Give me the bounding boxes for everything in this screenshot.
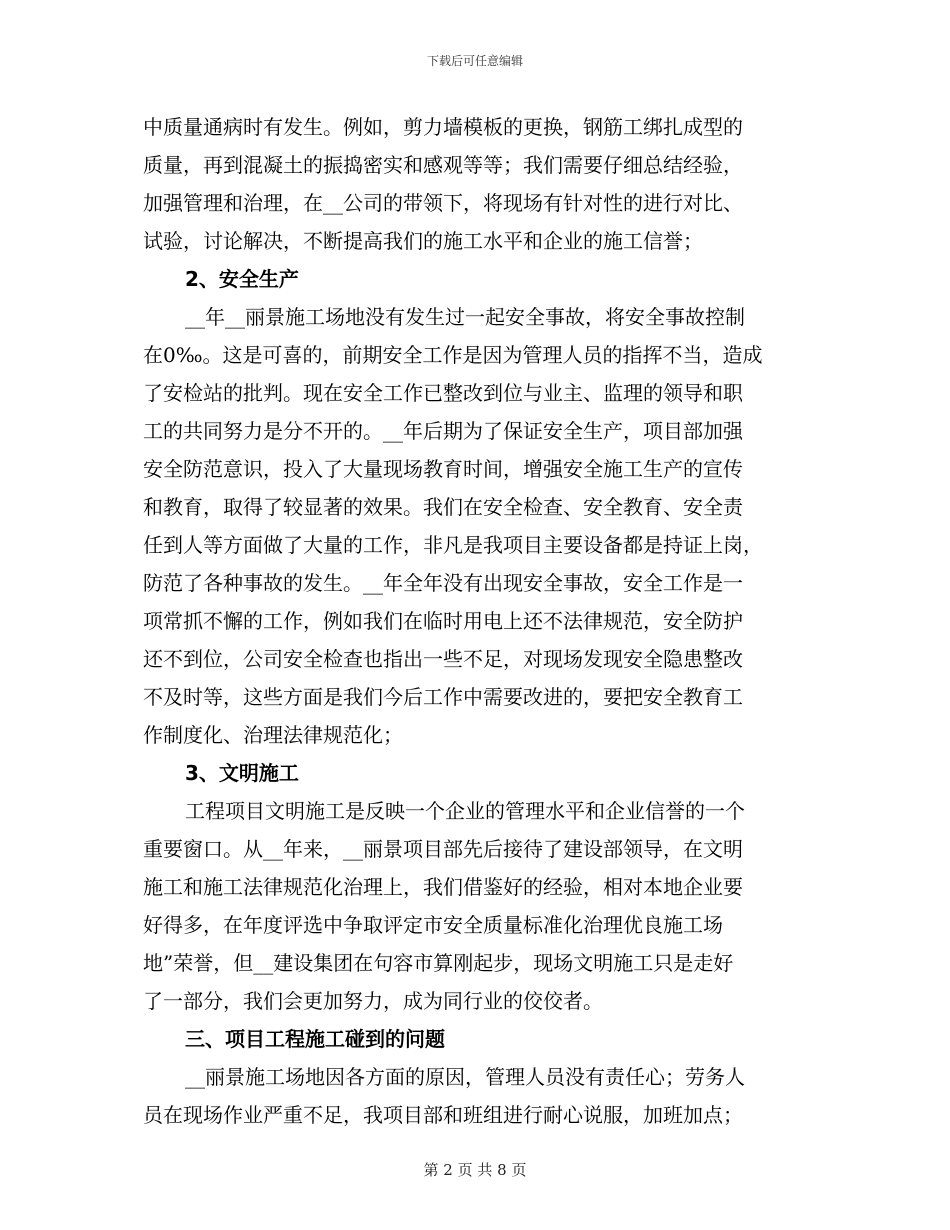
paragraph-problems bbox=[143, 1058, 803, 1134]
text-line: 中质量通病时有发生。例如，剪力墙模板的更换，钢筋工绑扎成型的 bbox=[143, 115, 743, 139]
text-line: 防范了各种事故的发生。__年全年没有出现安全事故，安全工作是一 bbox=[143, 571, 743, 595]
text-line: 试验，讨论解决，不断提高我们的施工水平和企业的施工信誉； bbox=[143, 229, 703, 253]
text-line: __年__丽景施工场地没有发生过一起安全事故，将安全事故控制 bbox=[185, 305, 745, 329]
section-heading-civilized: 3、文明施工 bbox=[185, 761, 299, 785]
text-line: 安全防范意识，投入了大量现场教育时间，增强安全施工生产的宣传 bbox=[143, 457, 743, 481]
text-line: 工程项目文明施工是反映一个企业的管理水平和企业信誉的一个 bbox=[185, 799, 745, 823]
section-heading-problems: 三、项目工程施工碰到的问题 bbox=[185, 1027, 445, 1051]
text-line: 地”荣誉，但__建设集团在句容市算刚起步，现场文明施工只是走好 bbox=[143, 951, 734, 975]
text-line: 和教育，取得了较显著的效果。我们在安全检查、安全教育、安全责 bbox=[143, 495, 743, 519]
text-line: 加强管理和治理，在__公司的带领下，将现场有针对性的进行对比、 bbox=[143, 191, 743, 215]
text-line: 质量，再到混凝土的振捣密实和感观等等；我们需要仔细总结经验， bbox=[143, 153, 743, 177]
text-line: 员在现场作业严重不足，我项目部和班组进行耐心说服，加班加点； bbox=[143, 1103, 743, 1127]
text-line: 了一部分，我们会更加努力，成为同行业的佼佼者。 bbox=[143, 989, 603, 1013]
page-header: 下载后可任意编辑 bbox=[426, 54, 523, 68]
text-line: 项常抓不懈的工作，例如我们在临时用电上还不法律规范，安全防护 bbox=[143, 609, 743, 633]
text-line: 任到人等方面做了大量的工作，非凡是我项目主要设备都是持证上岗， bbox=[143, 533, 763, 557]
text-line: 作制度化、治理法律规范化； bbox=[143, 723, 403, 747]
text-line: 施工和施工法律规范化治理上，我们借鉴好的经验，相对本地企业要 bbox=[143, 875, 743, 899]
text-line: 还不到位，公司安全检查也指出一些不足，对现场发现安全隐患整改 bbox=[143, 647, 743, 671]
text-line: __丽景施工场地因各方面的原因，管理人员没有责任心；劳务人 bbox=[185, 1065, 745, 1089]
paragraph-safety bbox=[143, 298, 803, 754]
paragraph-civilized bbox=[143, 792, 803, 1020]
text-line: 工的共同努力是分不开的。__年后期为了保证安全生产，项目部加强 bbox=[143, 419, 743, 443]
section-heading-safety: 2、安全生产 bbox=[185, 267, 299, 291]
text-line: 重要窗口。从__年来，__丽景项目部先后接待了建设部领导，在文明 bbox=[143, 837, 743, 861]
document-body bbox=[143, 108, 803, 1134]
page-footer: 第 2 页 共 8 页 bbox=[423, 1161, 527, 1179]
text-line: 了安检站的批判。现在安全工作已整改到位与业主、监理的领导和职 bbox=[143, 381, 743, 405]
text-line: 在0‰。这是可喜的，前期安全工作是因为管理人员的指挥不当，造成 bbox=[143, 343, 763, 367]
paragraph-quality bbox=[143, 108, 803, 260]
text-line: 好得多，在年度评选中争取评定市安全质量标准化治理优良施工场 bbox=[143, 913, 723, 937]
text-line: 不及时等，这些方面是我们今后工作中需要改进的，要把安全教育工 bbox=[143, 685, 743, 709]
